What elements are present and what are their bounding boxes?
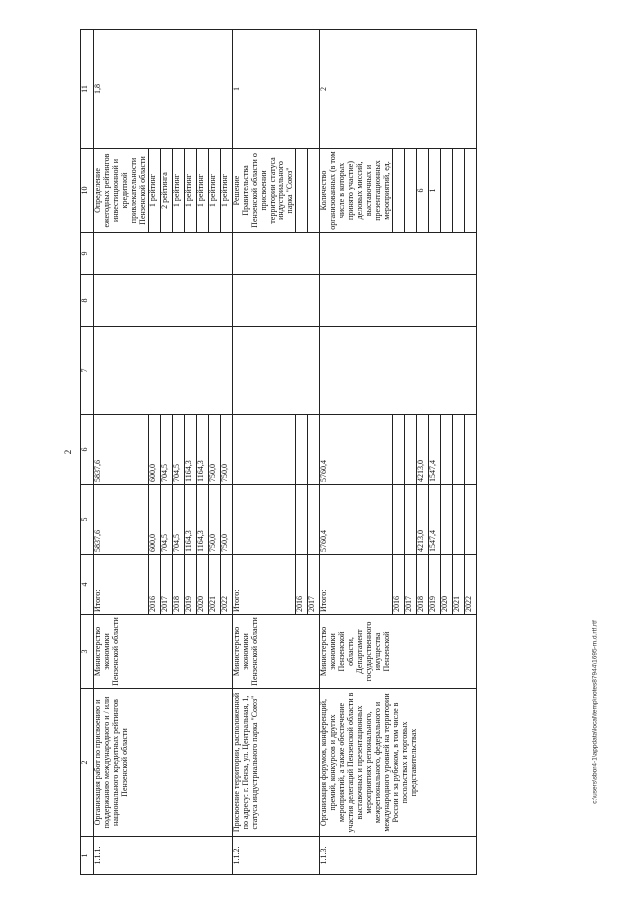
empty-cell: [94, 233, 233, 275]
total-label: Итого:: [232, 555, 296, 615]
total-col5: [232, 485, 296, 555]
col-header: 11: [81, 30, 94, 149]
value-col6: 750,0: [208, 415, 220, 485]
col-header: 5: [81, 485, 94, 555]
year-cell: 2018: [417, 555, 429, 615]
indicator-value: 1 рейтинг: [220, 149, 232, 233]
indicator-value: [393, 149, 405, 233]
value-col5: 704,5: [172, 485, 184, 555]
value-col5: [453, 485, 465, 555]
indicator-value: [441, 149, 453, 233]
value-col6: [465, 415, 477, 485]
indicator-value: 2 рейтинга: [160, 149, 172, 233]
rotated-table-container: [80, 30, 600, 875]
indicator-value: [296, 149, 308, 233]
indicator-value: 1 рейтинг: [196, 149, 208, 233]
total-col5: 5760,4: [320, 485, 393, 555]
value-col6: 704,5: [172, 415, 184, 485]
value-col5: 600,0: [148, 485, 160, 555]
indicator-value: 1: [429, 149, 441, 233]
empty-cell: [320, 233, 477, 275]
year-cell: 2017: [308, 555, 320, 615]
table-row: [94, 30, 149, 875]
empty-cell: [94, 327, 233, 415]
total-col6: 5760,4: [320, 415, 393, 485]
row-number: 1.1.3.: [320, 837, 477, 875]
year-cell: 2020: [196, 555, 208, 615]
value-col5: 4213,0: [417, 485, 429, 555]
indicator-value: [465, 149, 477, 233]
executor: Министерство экономики Пензенской области: [94, 615, 233, 689]
year-cell: 2019: [429, 555, 441, 615]
empty-cell: [232, 275, 320, 327]
indicator: Определение ежегодных рейтингов инвестиционной и кредитной привлекательности Пензенской области: [94, 149, 149, 233]
row-number: 1.1.2.: [232, 837, 320, 875]
col-header: 7: [81, 327, 94, 415]
executor: Министерство экономики Пензенской области: [232, 615, 320, 689]
indicator-value: 1 рейтинг: [172, 149, 184, 233]
indicator-value: 1 рейтинг: [184, 149, 196, 233]
activity-name: Организация работ по присвоению и поддержанию международного и / или национального кредитных рейтингов Пензенской области: [94, 689, 233, 837]
indicator-value: 1 рейтинг: [208, 149, 220, 233]
empty-cell: [232, 233, 320, 275]
value-col5: 750,0: [208, 485, 220, 555]
value-col6: 704,5: [160, 415, 172, 485]
value-col5: 750,0: [220, 485, 232, 555]
activity-name: Организация форумов, конференций, премий, конкурсов и других мероприятий, а также обеспечение участия делегаций Пензенской области в выставочных и презентационных мероприятиях регионального, межрегионального, федерального и международного уровней на территории России и за рубежом, в том числе в посольствах и торговых представительствах: [320, 689, 477, 837]
year-cell: 2017: [405, 555, 417, 615]
col-header: 1: [81, 837, 94, 875]
year-cell: 2022: [220, 555, 232, 615]
year-cell: 2019: [184, 555, 196, 615]
value-col5: [308, 485, 320, 555]
indicator-value: 1 рейтинг: [148, 149, 160, 233]
indicator-value: [405, 149, 417, 233]
indicator-value: 6: [417, 149, 429, 233]
col-header: 9: [81, 233, 94, 275]
value-col6: 750,0: [220, 415, 232, 485]
total-label: Итого:: [94, 555, 149, 615]
empty-cell: [94, 275, 233, 327]
value-col6: 600,0: [148, 415, 160, 485]
col-header: 3: [81, 615, 94, 689]
year-cell: 2020: [441, 555, 453, 615]
table-row: [232, 30, 296, 875]
value-col6: 1164,3: [184, 415, 196, 485]
page-number: 2: [63, 449, 73, 455]
col-header: 2: [81, 689, 94, 837]
empty-cell: [232, 327, 320, 415]
year-cell: 2016: [393, 555, 405, 615]
value-col6: 1164,3: [196, 415, 208, 485]
value-col5: [465, 485, 477, 555]
value-col6: [296, 415, 308, 485]
empty-cell: [320, 327, 477, 415]
year-cell: 2021: [208, 555, 220, 615]
indicator: Решение Правительства Пензенской области о присвоении территории статуса индустриального парка "Союз": [232, 149, 296, 233]
indicator-value: [453, 149, 465, 233]
value-col6: [393, 415, 405, 485]
value-col5: [296, 485, 308, 555]
total-label: Итого:: [320, 555, 393, 615]
weight: 1,8: [94, 30, 233, 149]
row-number: 1.1.1.: [94, 837, 233, 875]
table-row: [320, 30, 393, 875]
year-cell: 2016: [296, 555, 308, 615]
total-col5: 5837,6: [94, 485, 149, 555]
value-col5: 1547,4: [429, 485, 441, 555]
value-col5: 1164,3: [184, 485, 196, 555]
year-cell: 2018: [172, 555, 184, 615]
activity-name: Присвоение территории, расположенной по адресу: г. Пенза, ул. Центральная, 1, статуса индустриального парка "Союз": [232, 689, 320, 837]
col-header: 4: [81, 555, 94, 615]
col-header: 8: [81, 275, 94, 327]
total-col6: [232, 415, 296, 485]
executor: Министерство экономики Пензенской области, Департамент государственного имущества Пензенской: [320, 615, 477, 689]
value-col5: 704,5: [160, 485, 172, 555]
footer-file-path: c:\users\sbor4-1\appdata\local\temp\notes87944\1695-m.d.rtf.rtf: [591, 620, 599, 804]
year-cell: 2021: [453, 555, 465, 615]
value-col6: [453, 415, 465, 485]
indicator-value: [308, 149, 320, 233]
year-cell: 2017: [160, 555, 172, 615]
year-cell: 2022: [465, 555, 477, 615]
table-body: [94, 30, 477, 875]
col-header: 10: [81, 149, 94, 233]
weight: 2: [320, 30, 477, 149]
value-col5: [405, 485, 417, 555]
value-col6: [441, 415, 453, 485]
empty-cell: [320, 275, 477, 327]
value-col5: 1164,3: [196, 485, 208, 555]
program-table: [80, 29, 477, 875]
value-col6: 1547,4: [429, 415, 441, 485]
weight: 1: [232, 30, 320, 149]
column-number-row: [81, 30, 94, 875]
year-cell: 2016: [148, 555, 160, 615]
value-col5: [393, 485, 405, 555]
value-col6: 4213,0: [417, 415, 429, 485]
indicator: Количество организованных (в том числе в которых принято участие) деловых миссий, выставочных и презентационных мероприятий, ед.: [320, 149, 393, 233]
total-col6: 5837,6: [94, 415, 149, 485]
value-col6: [308, 415, 320, 485]
value-col6: [405, 415, 417, 485]
col-header: 6: [81, 415, 94, 485]
value-col5: [441, 485, 453, 555]
